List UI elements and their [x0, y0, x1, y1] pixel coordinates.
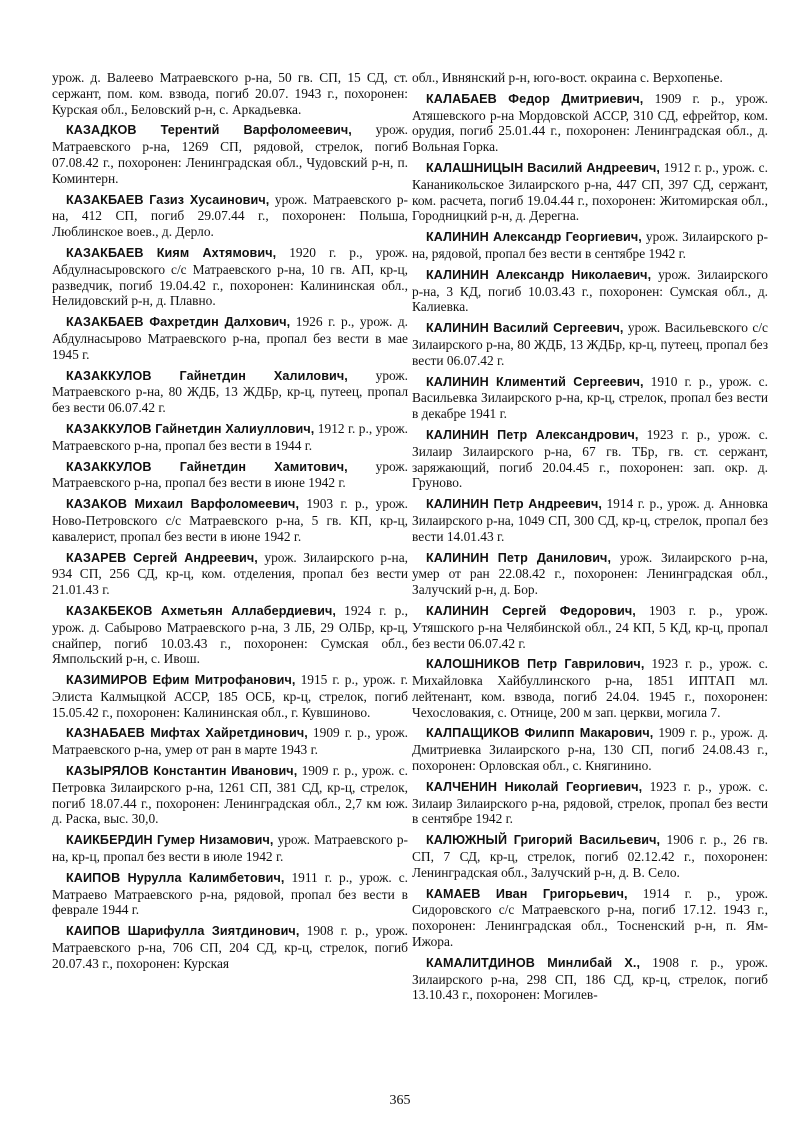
biography-entry: [412, 886, 768, 950]
entry-name: КАЛИНИН Александр Николаевич,: [426, 267, 652, 282]
entry-name: КАЗАДКОВ Терентий Варфоломеевич,: [66, 123, 352, 138]
entry-text: 1908 г. р., урож. Зилаирского р-на, 298 СП, 186 СД, кр-ц, стрелок, погиб 13.10.43 г., похоронен: Могилев-: [412, 954, 768, 1003]
entry-name: КАЗАКБЕКОВ Ахметьян Аллабердиевич,: [66, 603, 336, 618]
entry-text: 1912 г. р., урож. Матраевского р-на, пропал без вести в 1944 г.: [52, 420, 408, 453]
entry-name: КАЛИНИН Петр Данилович,: [426, 550, 612, 565]
biography-entry: [412, 374, 768, 422]
entry-name: КАЗАККУЛОВ Гайнетдин Хамитович,: [66, 459, 348, 474]
biography-entry: [52, 245, 408, 309]
entry-text: 1924 г. р., урож. д. Сабырово Матраевского р-на, 3 ЛБ, 29 ОЛБр, кр-ц, снайпер, погиб 10.03.43 г., похоронен: Сумская обл., Ямпольский р-н, с. Ивош.: [52, 602, 408, 667]
entry-text: урож. Зилаирского р-на, 3 КД, погиб 10.03.43 г., похоронен: Сумская обл., д. Калиевка.: [412, 266, 768, 315]
biography-entry: [52, 421, 408, 454]
entry-text: 1910 г. р., урож. с. Васильевка Зилаирского р-на, кр-ц, стрелок, пропал без вести в декабре 1941 г.: [412, 373, 768, 422]
page-number: 365: [389, 1093, 411, 1108]
biography-entry: [52, 923, 408, 971]
left-column: [52, 70, 408, 977]
biography-entry: [52, 192, 408, 240]
entry-text: 1909 г. р., урож. Атяшевского р-на Мордовской АССР, 310 СД, ефрейтор, ком. орудия, погиб 25.01.44 г., похоронен: Ленинградская обл., д. Вольная Горка.: [412, 90, 768, 155]
entry-name: КАЗЫРЯЛОВ Константин Иванович,: [66, 764, 298, 779]
entry-text: 1909 г. р., урож. д. Дмитриевка Зилаирского р-на, 130 СП, погиб 24.08.43 г., похоронен: Орловская обл., с. Княгинино.: [412, 725, 768, 774]
entry-name: КАЛАШНИЦЫН Василий Андреевич,: [426, 160, 661, 175]
entry-text: 1912 г. р., урож. с. Кананикольское Зилаирского р-на, 447 СП, 397 СД, сержант, ком. расчета, погиб 19.04.44 г., похоронен: Житомирская обл., Городницкий р-н, д. Дерегна.: [412, 159, 768, 224]
entry-name: КАЗАККУЛОВ Гайнетдин Халиуллович,: [66, 421, 315, 436]
biography-entry: [52, 832, 408, 865]
entry-name: КАЗАКБАЕВ Газиз Хусаинович,: [66, 192, 270, 207]
biography-entry: [412, 229, 768, 262]
entry-text: обл., Ивнянский р-н, юго-вост. окраина с. Верхопенье.: [412, 70, 723, 85]
entry-name: КАЛЮЖНЫЙ Григорий Васильевич,: [426, 833, 661, 848]
biography-entry: [412, 832, 768, 880]
entry-text: 1909 г. р., урож. Матраевского р-на, умер от ран в марте 1943 г.: [52, 725, 408, 758]
biography-entry: [412, 267, 768, 315]
entry-text: 1923 г. р., урож. с. Зилаир Зилаирского р-на, 67 гв. ТБр, гв. ст. сержант, заряжающий, погиб 20.04.45 г., похоронен: зап. окр. д. Груново.: [412, 426, 768, 491]
biography-entry: [412, 955, 768, 1003]
entry-text: урож. Зилаирского р-на, 934 СП, 256 СД, кр-ц, ком. отделения, пропал без вести 21.01.43 г.: [52, 549, 408, 598]
entry-text: 1908 г. р., урож. Матраевского р-на, 706 СП, 204 СД, кр-ц, стрелок, погиб 20.07.43 г., похоронен: Курская: [52, 923, 408, 971]
biography-entry: [52, 459, 408, 492]
biography-entry: [52, 870, 408, 918]
entry-text: урож. Матраевского р-на, 80 ЖДБ, 13 ЖДБр, кр-ц, путеец, пропал без вести 06.07.42 г.: [52, 367, 408, 416]
entry-text: 1903 г. р., урож. Утяшского р-на Челябинской обл., 24 КП, 5 КД, кр-ц, пропал без вести 06.07.42 г.: [412, 602, 768, 651]
biography-entry: [52, 314, 408, 362]
entry-name: КАМАЕВ Иван Григорьевич,: [426, 886, 628, 901]
biography-entry: [412, 160, 768, 224]
biography-entry: [412, 320, 768, 368]
biography-entry: [52, 763, 408, 827]
entry-text: 1909 г. р., урож. с. Петровка Зилаирского р-на, 1261 СП, 381 СД, кр-ц, стрелок, погиб 18.07.44 г., похоронен: Ленинградская обл., 2,7 км юж. д. Раска, выс. 30,0.: [52, 763, 408, 827]
entry-text: 1911 г. р., урож. с. Матраево Матраевского р-на, рядовой, пропал без вести в феврале 1944 г.: [52, 869, 408, 918]
entry-name: КАЗНАБАЕВ Мифтах Хайретдинович,: [66, 726, 308, 741]
entry-name: КАИПОВ Нурулла Калимбетович,: [66, 870, 285, 885]
entry-name: КАЗИМИРОВ Ефим Митрофанович,: [66, 673, 296, 688]
entry-name: КАЛОШНИКОВ Петр Гаврилович,: [426, 657, 645, 672]
entry-text: 1914 г. р., урож. д. Анновка Зилаирского р-на, 1049 СП, 300 СД, кр-ц, стрелок, пропал без вести 14.01.43 г.: [412, 496, 768, 544]
entry-name: КАЛИНИН Климентий Сергеевич,: [426, 374, 644, 389]
entry-name: КАЛИНИН Василий Сергеевич,: [426, 321, 624, 336]
biography-entry: [412, 603, 768, 651]
entry-text: урож. Матраевского р-на, кр-ц, пропал без вести в июле 1942 г.: [52, 832, 408, 865]
entry-name: КАЛАБАЕВ Федор Дмитриевич,: [426, 91, 644, 106]
biography-entry: [412, 779, 768, 827]
entry-text: 1906 г. р., 26 гв. СП, 7 СД, кр-ц, стрелок, погиб 02.12.42 г., похоронен: Ленинградская обл., Залучский р-н, д. В. Село.: [412, 832, 768, 880]
entry-text: 1926 г. р., урож. д. Абдулнасырово Матраевского р-на, пропал без вести в мае 1945 г.: [52, 314, 408, 362]
biography-entry: [412, 656, 768, 720]
entry-name: КАЗАКБАЕВ Киям Ахтямович,: [66, 245, 277, 260]
right-column: [412, 70, 768, 1008]
entry-name: КАМАЛИТДИНОВ Минлибай Х.,: [426, 955, 641, 970]
entry-name: КАИКБЕРДИН Гумер Низамович,: [66, 833, 274, 848]
biography-entry: [52, 725, 408, 758]
entry-text: 1920 г. р., урож. Абдулнасыровского с/с Матраевского р-на, 10 гв. АП, кр-ц, разведчик, погиб 19.04.42 г., похоронен: Калининская обл., Нелидовский р-н, д. Плавно.: [52, 244, 408, 309]
biography-entry: [412, 91, 768, 155]
biography-entry: [52, 122, 408, 186]
entry-name: КАЛИНИН Александр Георгиевич,: [426, 230, 642, 245]
entry-continuation: [412, 70, 768, 86]
biography-entry: [412, 550, 768, 598]
entry-text: урож. д. Валеево Матраевского р-на, 50 гв. СП, 15 СД, ст. сержант, пом. ком. взвода, погиб 20.07. 1943 г., похоронен: Курская обл., Беловский р-н, с. Аркадьевка.: [52, 70, 408, 117]
biography-entry: [52, 496, 408, 544]
entry-text: 1915 г. р., урож. г. Элиста Калмыцкой АССР, 185 ОСБ, кр-ц, стрелок, погиб 15.05.42 г., похоронен: Калининская обл., г. Кувшиново.: [52, 672, 408, 720]
biography-entry: [52, 368, 408, 416]
biography-entry: [412, 496, 768, 544]
entry-text: 1903 г. р., урож. Ново-Петровского с/с Матраевского р-на, 5 гв. КП, кр-ц, кавалерист, пропал без вести в июне 1942 г.: [52, 496, 408, 544]
entry-text: урож. Матраевского р-на, 1269 СП, рядовой, стрелок, погиб 07.08.42 г., похоронен: Ленинградская обл., Чудовский р-н, п. Коминтерн.: [52, 122, 408, 186]
entry-name: КАИПОВ Шарифулла Зиятдинович,: [66, 924, 300, 939]
entry-name: КАЗАККУЛОВ Гайнетдин Халилович,: [66, 368, 348, 383]
entry-name: КАЛИНИН Петр Андреевич,: [426, 497, 603, 512]
entry-name: КАЛПАЩИКОВ Филипп Макарович,: [426, 726, 654, 741]
entry-text: урож. Зилаирского р-на, умер от ран 22.08.42 г., похоронен: Ленинградская обл., Залучский р-н, д. Бор.: [412, 549, 768, 598]
entry-continuation: [52, 70, 408, 117]
entry-name: КАЛИНИН Сергей Федорович,: [426, 603, 636, 618]
entry-name: КАЗАКБАЕВ Фахретдин Далхович,: [66, 315, 291, 330]
biography-entry: [412, 725, 768, 773]
biography-entry: [52, 603, 408, 667]
biography-entry: [412, 427, 768, 491]
entry-text: 1923 г. р., урож. с. Михайловка Хайбуллинского р-на, 1851 ИПТАП мл. лейтенант, ком. взвода, погиб 24.04. 1945 г., похоронен: Чехословакия, с. Отнице, 200 м зап. церкви, могила 7.: [412, 656, 768, 720]
entry-name: КАЛИНИН Петр Александрович,: [426, 427, 639, 442]
biography-entry: [52, 672, 408, 720]
biography-entry: [52, 550, 408, 598]
entry-text: урож. Матраевского р-на, пропал без вести в июне 1942 г.: [52, 458, 408, 491]
entry-text: урож. Васильевского с/с Зилаирского р-на, 80 ЖДБ, 13 ЖДБр, кр-ц, путеец, пропал без вести 06.07.42 г.: [412, 320, 768, 368]
entry-text: урож. Зилаирского р-на, рядовой, пропал без вести в сентябре 1942 г.: [412, 229, 768, 261]
entry-name: КАЗАКОВ Михаил Варфоломеевич,: [66, 497, 300, 512]
entry-text: урож. Матраевского р-на, 412 СП, погиб 29.07.44 г., похоронен: Польша, Люблинское воев., д. Дерло.: [52, 191, 408, 240]
entry-name: КАЗАРЕВ Сергей Андреевич,: [66, 550, 258, 565]
entry-name: КАЛЧЕНИН Николай Георгиевич,: [426, 779, 643, 794]
entry-text: 1923 г. р., урож. с. Зилаир Зилаирского р-на, рядовой, стрелок, пропал без вести в сентябре 1942 г.: [412, 778, 768, 827]
entry-text: 1914 г. р., урож. Сидоровского с/с Матраевского р-на, погиб 17.12. 1943 г., похоронен: Ленинградская обл., Тосненский р-н, п. Ям-Ижора.: [412, 885, 768, 950]
